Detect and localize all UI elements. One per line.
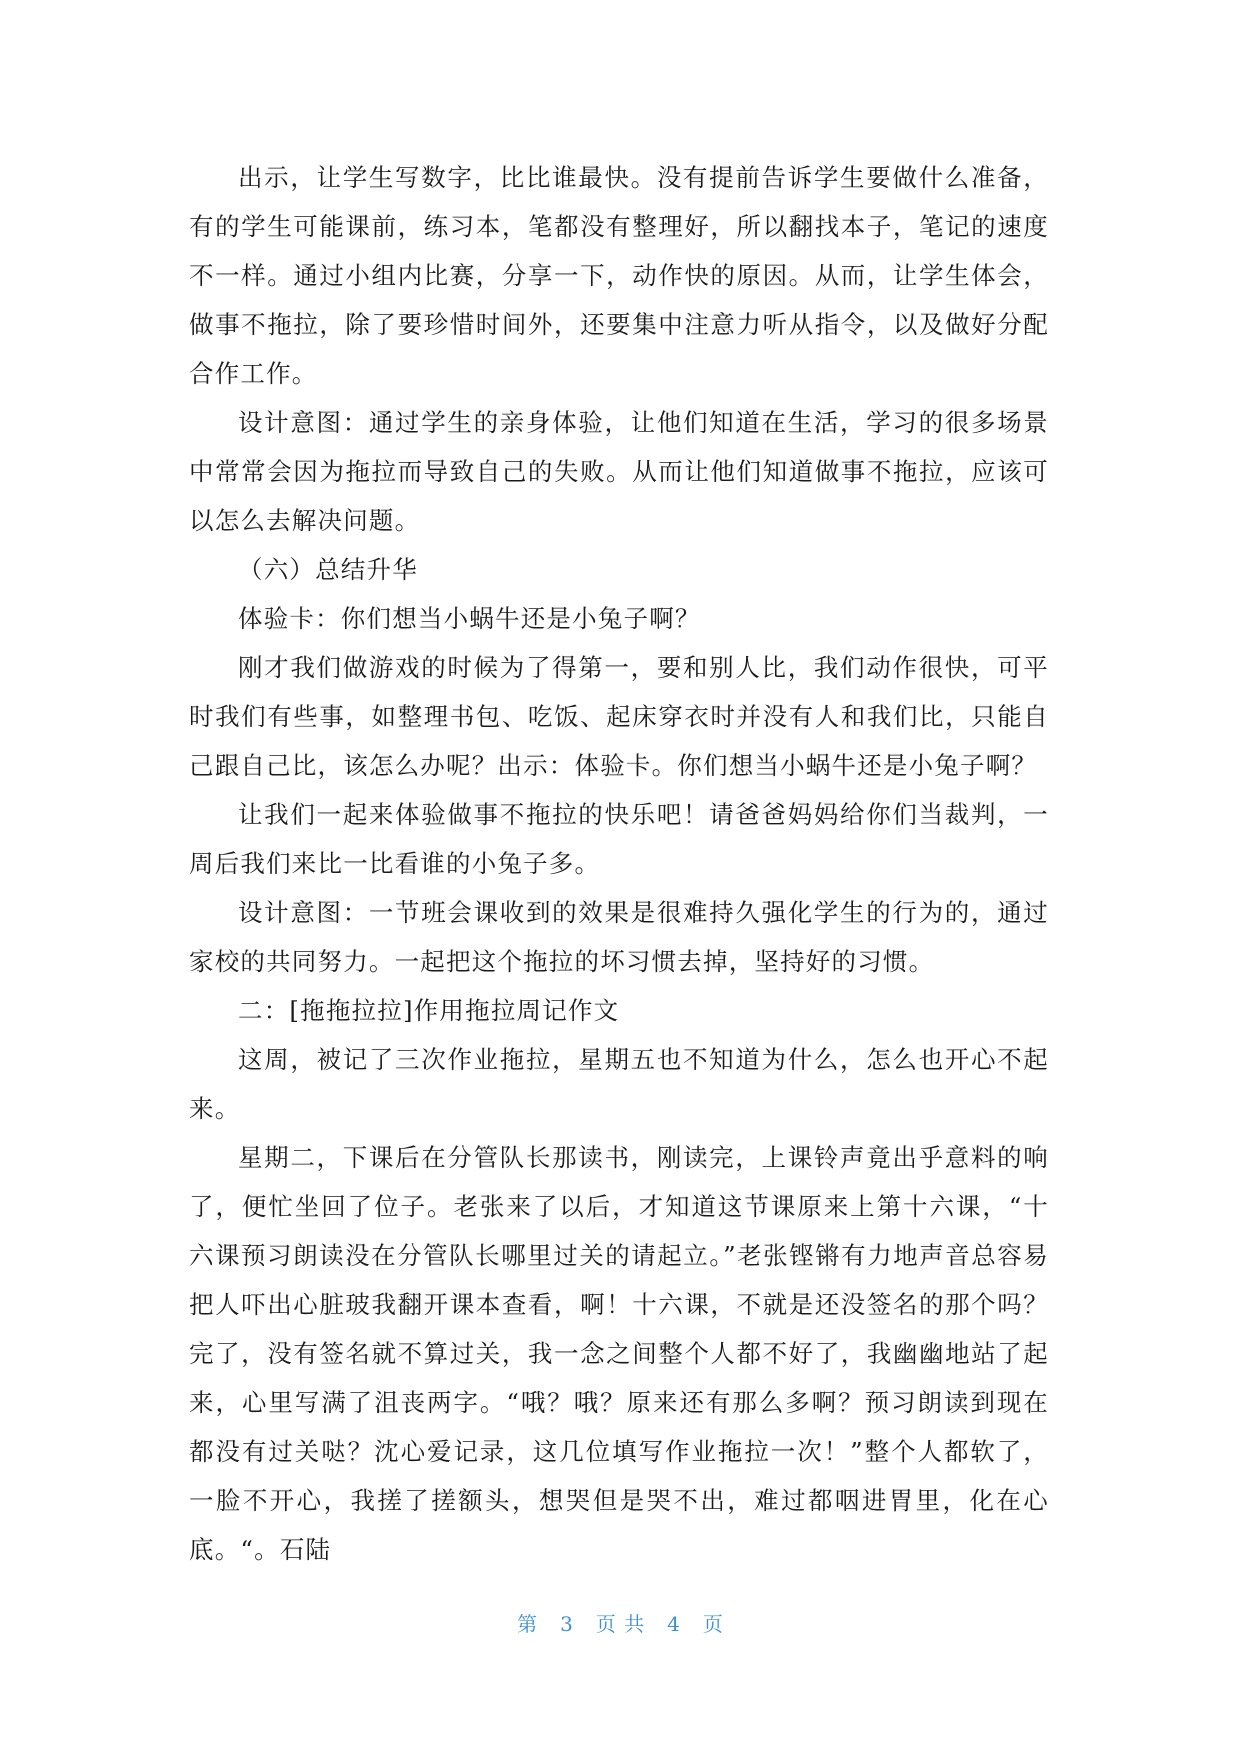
paragraph: 设计意图：一节班会课收到的效果是很难持久强化学生的行为的，通过家校的共同努力。一起把这个拖拉的坏习惯去掉，坚持好的习惯。 bbox=[189, 898, 1049, 976]
paragraph: 这周，被记了三次作业拖拉，星期五也不知道为什么，怎么也开心不起来。 bbox=[189, 1045, 1049, 1123]
page-footer bbox=[0, 1608, 1241, 1637]
total-pages-number: 4 bbox=[667, 1612, 681, 1636]
paragraph: 星期二，下课后在分管队长那读书，刚读完，上课铃声竟出乎意料的响了，便忙坐回了位子。老张来了以后，才知道这节课原来上第十六课，“十六课预习朗读没在分管队长哪里过关的请起立。”老张铿锵有力地声音总容易把人吓出心脏玻我翻开课本查看，啊！十六课，不就是还没签名的那个吗？完了，没有签名就不算过关，我一念之间整个人都不好了，我幽幽地站了起来，心里写满了沮丧两字。“哦？哦？原来还有那么多啊？预习朗读到现在都没有过关哒？沈心爱记录，这几位填写作业拖拉一次！”整个人都软了，一脸不开心，我搓了搓额头，想哭但是哭不出，难过都咽进胃里，化在心底。“。石陆 bbox=[189, 1143, 1049, 1564]
paragraph: 刚才我们做游戏的时候为了得第一，要和别人比，我们动作很快，可平时我们有些事，如整理书包、吃饭、起床穿衣时并没有人和我们比，只能自己跟自己比，该怎么办呢？出示：体验卡。你们想当小蜗牛还是小兔子啊？ bbox=[189, 653, 1049, 780]
section-heading: 二：[拖拖拉拉]作用拖拉周记作文 bbox=[238, 996, 620, 1025]
body-text bbox=[189, 153, 1049, 1574]
section-heading: （六）总结升华 bbox=[238, 555, 418, 584]
paragraph: 出示，让学生写数字，比比谁最快。没有提前告诉学生要做什么准备，有的学生可能课前，练习本，笔都没有整理好，所以翻找本子，笔记的速度不一样。通过小组内比赛，分享一下，动作快的原因。从而，让学生体会，做事不拖拉，除了要珍惜时间外，还要集中注意力听从指令，以及做好分配合作工作。 bbox=[189, 163, 1049, 388]
footer-prefix: 第 bbox=[517, 1612, 539, 1636]
paragraph: 体验卡：你们想当小蜗牛还是小兔子啊？ bbox=[238, 604, 701, 633]
paragraph: 设计意图：通过学生的亲身体验，让他们知道在生活，学习的很多场景中常常会因为拖拉而导致自己的失败。从而让他们知道做事不拖拉，应该可以怎么去解决问题。 bbox=[189, 408, 1049, 535]
paragraph: 让我们一起来体验做事不拖拉的快乐吧！请爸爸妈妈给你们当裁判，一周后我们来比一比看谁的小兔子多。 bbox=[189, 800, 1049, 878]
current-page-number: 3 bbox=[560, 1612, 574, 1636]
footer-suffix: 页 bbox=[702, 1612, 724, 1636]
footer-middle: 页 共 bbox=[595, 1612, 646, 1636]
